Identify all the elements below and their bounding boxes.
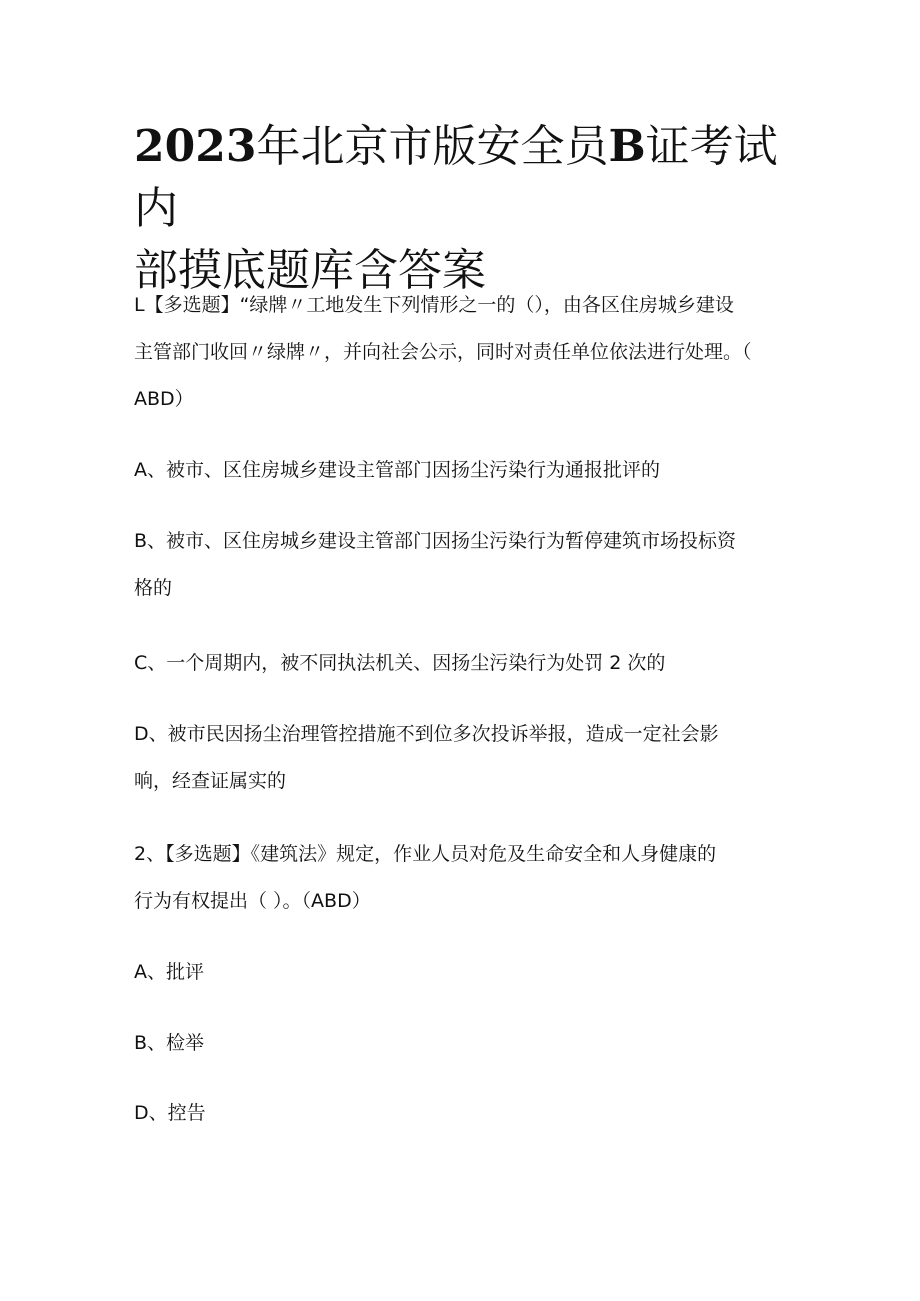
question-2-option-b: B、检举 [134, 1032, 205, 1054]
question-1-option-d: D、被市民因扬尘治理管控措施不到位多次投诉举报，造成一定社会影 响，经查证属实的 [134, 723, 719, 792]
title-part: 证考试内 [134, 121, 778, 234]
title-cert-letter: B [608, 121, 646, 172]
question-2-option-d: D、控告 [134, 1102, 206, 1124]
question-2-stem: 2、【多选题】《建筑法》规定，作业人员对危及生命安全和人身健康的 行为有权提出（ ）。（ABD） [134, 843, 717, 912]
question-1-option-c: C、一个周期内，被不同执法机关、因扬尘污染行为处罚 2 次的 [134, 652, 666, 674]
question-1-option-b: B、被市、区住房城乡建设主管部门因扬尘污染行为暂停建筑市场投标资 格的 [134, 530, 737, 599]
question-1-option-a: A、被市、区住房城乡建设主管部门因扬尘污染行为通报批评的 [134, 459, 660, 481]
question-1-stem: L【多选题】“绿牌〃工地发生下列情形之一的（），由各区住房城乡建设 主管部门收回〃绿牌〃，并向社会公示，同时对责任单位依法进行处理。（ ABD） [134, 294, 752, 410]
question-2-option-a: A、批评 [134, 961, 204, 983]
title-year: 2023 [134, 121, 257, 172]
title-part: 年北京市版安全员 [256, 121, 609, 172]
title-part: 部摸底题库含答案 [134, 245, 486, 296]
document-title [134, 116, 814, 302]
